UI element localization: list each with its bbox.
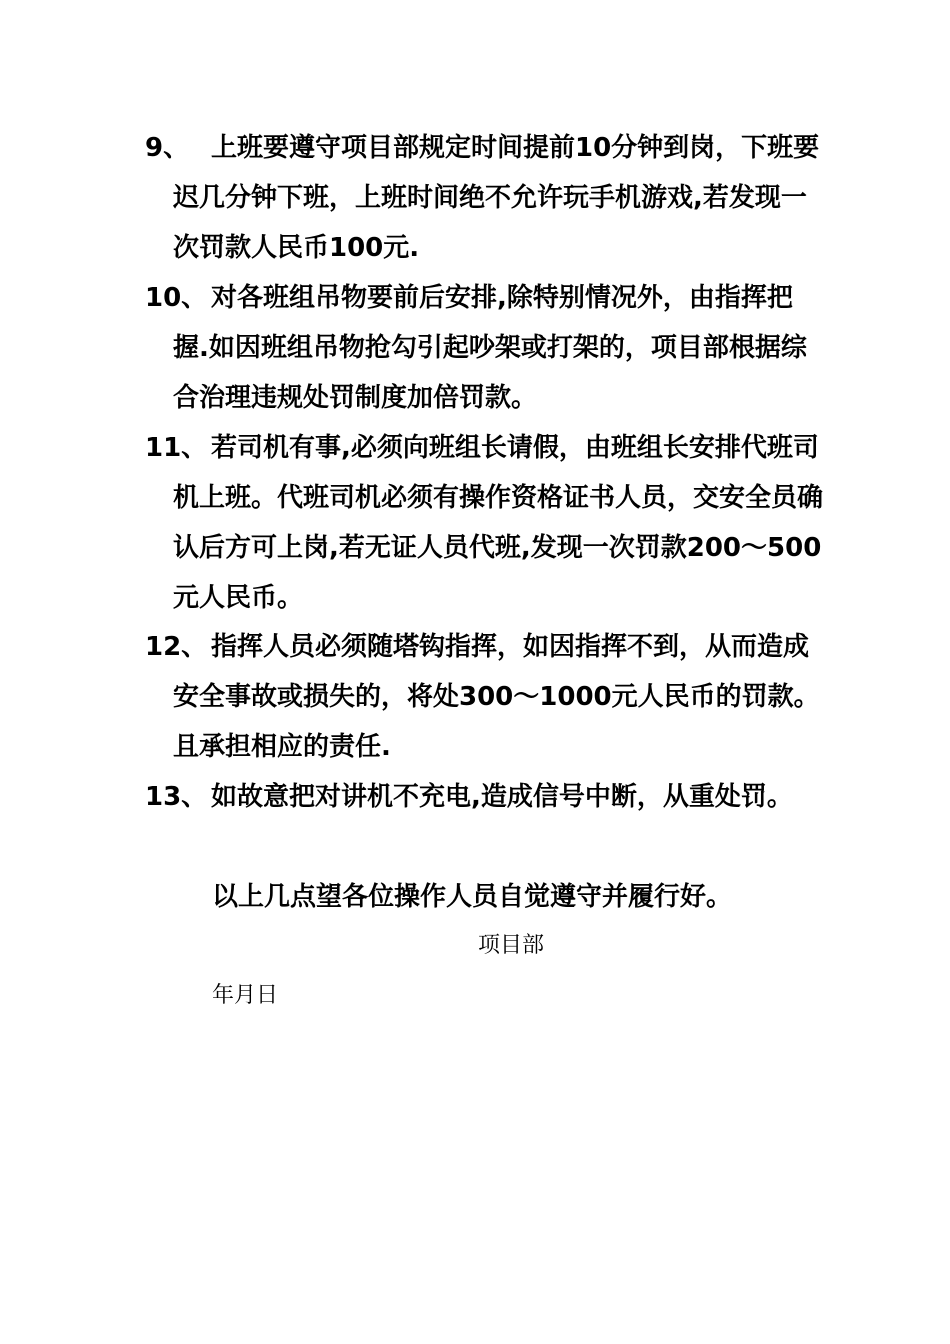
date-line: 年月日 xyxy=(212,983,279,1008)
rule-item-10 xyxy=(145,273,825,423)
rule-number: 12、 xyxy=(145,632,208,662)
rule-text: 对各班组吊物要前后安排,除特别情况外，由指挥把握.如因班组吊物抢勾引起吵架或打架的，项目部根据综合治理违规处罚制度加倍罚款。 xyxy=(173,283,807,413)
rule-item-12 xyxy=(145,622,825,772)
rule-number: 10、 xyxy=(145,283,208,313)
rule-number: 11、 xyxy=(145,433,208,463)
rule-text: 指挥人员必须随塔钩指挥，如因指挥不到，从而造成安全事故或损失的，将处300～1000元人民币的罚款。且承担相应的责任. xyxy=(173,632,820,762)
rule-number: 9、 xyxy=(145,133,190,163)
rule-text: 上班要遵守项目部规定时间提前10分钟到岗，下班要迟几分钟下班，上班时间绝不允许玩手机游戏,若发现一次罚款人民币100元. xyxy=(173,133,820,263)
rule-number: 13、 xyxy=(145,782,208,812)
rule-item-13 xyxy=(145,772,825,822)
rule-text: 若司机有事,必须向班组长请假，由班组长安排代班司机上班。代班司机必须有操作资格证书人员，交安全员确认后方可上岗,若无证人员代班,发现一次罚款200～500元人民币。 xyxy=(173,433,824,613)
rule-item-11 xyxy=(145,423,825,623)
rule-text: 如故意把对讲机不充电,造成信号中断，从重处罚。 xyxy=(211,782,793,812)
signature-department: 项目部 xyxy=(478,933,545,958)
rule-item-9 xyxy=(145,123,825,273)
closing-statement: 以上几点望各位操作人员自觉遵守并履行好。 xyxy=(212,882,733,912)
